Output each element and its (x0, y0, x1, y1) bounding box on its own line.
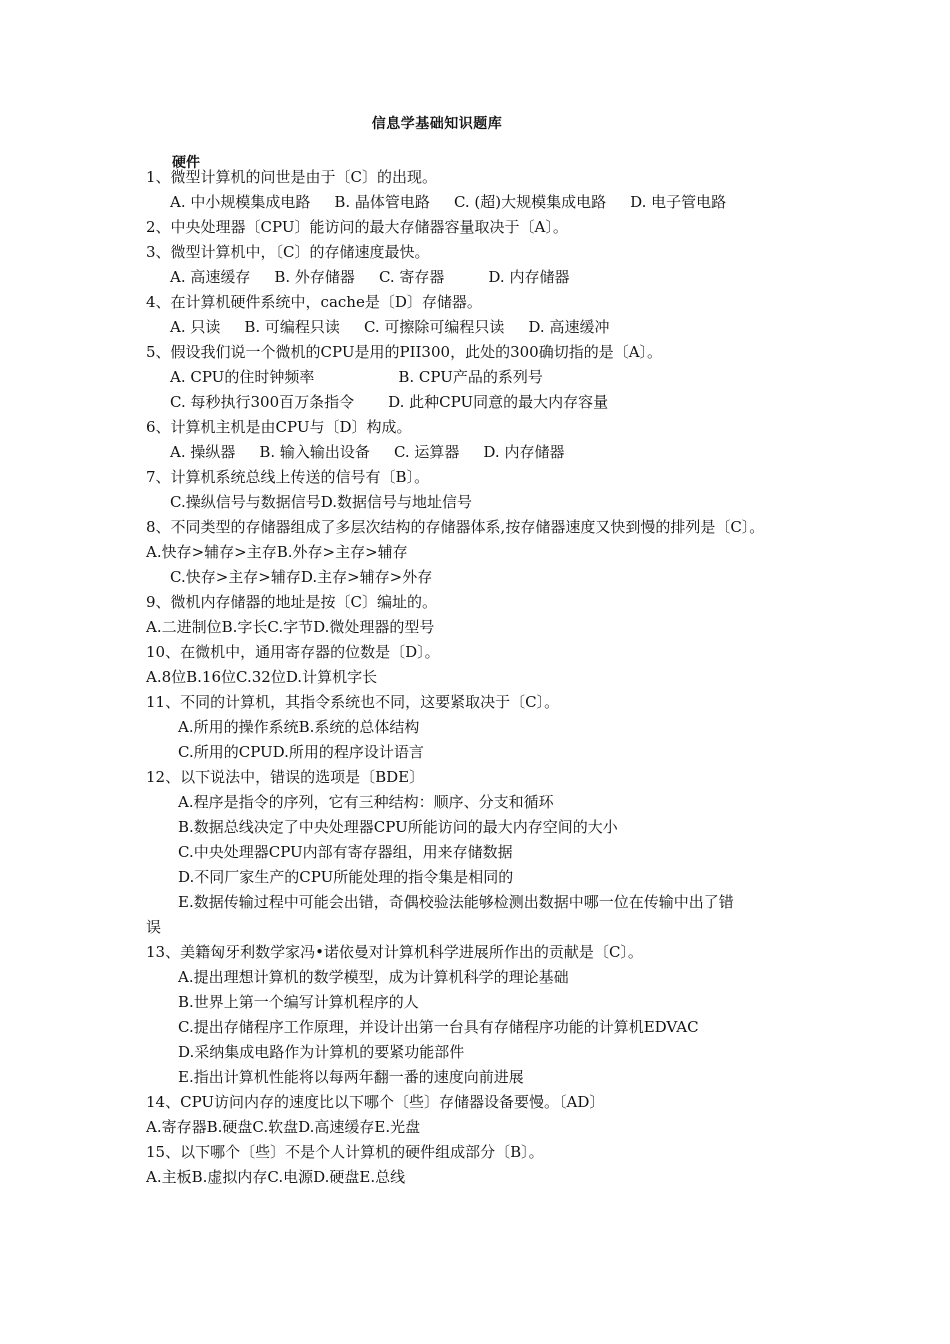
answer-option: A. 只读 (170, 318, 221, 336)
answer-option: C. 可擦除可编程只读 (363, 318, 505, 336)
answer-option: C. 寄存器 (378, 268, 445, 286)
text-line: 11、不同的计算机，其指令系统也不同，这要紧取决于〔C〕。 (146, 693, 560, 711)
text-line: B.世界上第一个编写计算机程序的人 (178, 993, 419, 1011)
answer-option: A. 中小规模集成电路 (170, 193, 311, 211)
answer-option: D. 此种CPU同意的最大内存容量 (388, 393, 609, 411)
option-line (170, 317, 609, 337)
answer-option: A. 操纵器 (170, 443, 236, 461)
text-line: A.快存>辅存>主存B.外存>主存>辅存 (146, 543, 408, 561)
text-line: 4、在计算机硬件系统中，cache是〔D〕存储器。 (146, 293, 482, 311)
text-line: A.提出理想计算机的数学模型，成为计算机科学的理论基础 (178, 968, 569, 986)
text-line: C.快存>主存>辅存D.主存>辅存>外存 (170, 568, 433, 586)
text-line: 6、计算机主机是由CPU与〔D〕构成。 (146, 418, 412, 436)
text-line: 10、在微机中，通用寄存器的位数是〔D〕。 (146, 643, 440, 661)
option-line (170, 192, 726, 212)
answer-option: C. 每秒执行300百万条指令 (170, 393, 355, 411)
text-line: 15、以下哪个〔些〕不是个人计算机的硬件组成部分〔B〕。 (146, 1143, 544, 1161)
text-line: 5、假设我们说一个微机的CPU是用的PII300，此处的300确切指的是〔A〕。 (146, 343, 663, 361)
text-line: D.采纳集成电路作为计算机的要紧功能部件 (178, 1043, 465, 1061)
text-line: 1、微型计算机的问世是由于〔C〕的出现。 (146, 168, 438, 186)
text-line: C.所用的CPUD.所用的程序设计语言 (178, 743, 424, 761)
text-line: C.提出存储程序工作原理，并设计出第一台具有存储程序功能的计算机EDVAC (178, 1018, 699, 1036)
option-line (170, 367, 543, 387)
text-line: 8、不同类型的存储器组成了多层次结构的存储器体系,按存储器速度又快到慢的排列是〔C〕。 (146, 518, 765, 536)
answer-option: A. 高速缓存 (170, 268, 251, 286)
text-line: 14、CPU访问内存的速度比以下哪个〔些〕存储器设备要慢。〔AD〕 (146, 1093, 605, 1111)
text-line: 3、微型计算机中，〔C〕的存储速度最快。 (146, 243, 430, 261)
answer-option: D. 内存储器 (488, 268, 570, 286)
answer-option: B. 输入输出设备 (259, 443, 370, 461)
text-line: A.主板B.虚拟内存C.电源D.硬盘E.总线 (146, 1168, 406, 1186)
section-heading: 硬件 (172, 155, 200, 171)
text-line: E.指出计算机性能将以每两年翻一番的速度向前进展 (178, 1068, 524, 1086)
text-line: 12、以下说法中，错误的选项是〔BDE〕 (146, 768, 425, 786)
text-line: E.数据传输过程中可能会出错，奇偶校验法能够检测出数据中哪一位在传输中出了错 (178, 893, 734, 911)
text-line: A.二进制位B.字长C.字节D.微处理器的型号 (146, 618, 435, 636)
text-line: C.操纵信号与数据信号D.数据信号与地址信号 (170, 493, 472, 511)
text-line: C.中央处理器CPU内部有寄存器组，用来存储数据 (178, 843, 513, 861)
text-line: B.数据总线决定了中央处理器CPU所能访问的最大内存空间的大小 (178, 818, 618, 836)
text-line: A.程序是指令的序列，它有三种结构：顺序、分支和循环 (178, 793, 554, 811)
answer-option: B. 外存储器 (274, 268, 355, 286)
text-line: A.所用的操作系统B.系统的总体结构 (178, 718, 420, 736)
text-line: 误 (146, 918, 162, 936)
option-line (170, 442, 564, 462)
text-line: A.寄存器B.硬盘C.软盘D.高速缓存E.光盘 (146, 1118, 421, 1136)
text-line: 9、微机内存储器的地址是按〔C〕编址的。 (146, 593, 438, 611)
answer-option: C. (超)大规模集成电路 (453, 193, 607, 211)
text-line: D.不同厂家生产的CPU所能处理的指令集是相同的 (178, 868, 514, 886)
answer-option: A. CPU的住时钟频率 (170, 368, 315, 386)
answer-option: C. 运算器 (393, 443, 460, 461)
answer-option: D. 高速缓冲 (528, 318, 610, 336)
answer-option: B. 晶体管电路 (334, 193, 430, 211)
text-line: 7、计算机系统总线上传送的信号有〔B〕。 (146, 468, 430, 486)
text-line: A.8位B.16位C.32位D.计算机字长 (146, 668, 378, 686)
option-line (170, 267, 569, 287)
answer-option: B. 可编程只读 (244, 318, 340, 336)
answer-option: D. 内存储器 (483, 443, 565, 461)
document-title: 信息学基础知识题库 (371, 116, 503, 132)
text-line: 13、美籍匈牙利数学家冯•诺依曼对计算机科学进展所作出的贡献是〔C〕。 (146, 943, 643, 961)
answer-option: B. CPU产品的系列号 (398, 368, 543, 386)
option-line (170, 392, 608, 412)
answer-option: D. 电子管电路 (630, 193, 727, 211)
text-line: 2、中央处理器〔CPU〕能访问的最大存储器容量取决于〔A〕。 (146, 218, 568, 236)
